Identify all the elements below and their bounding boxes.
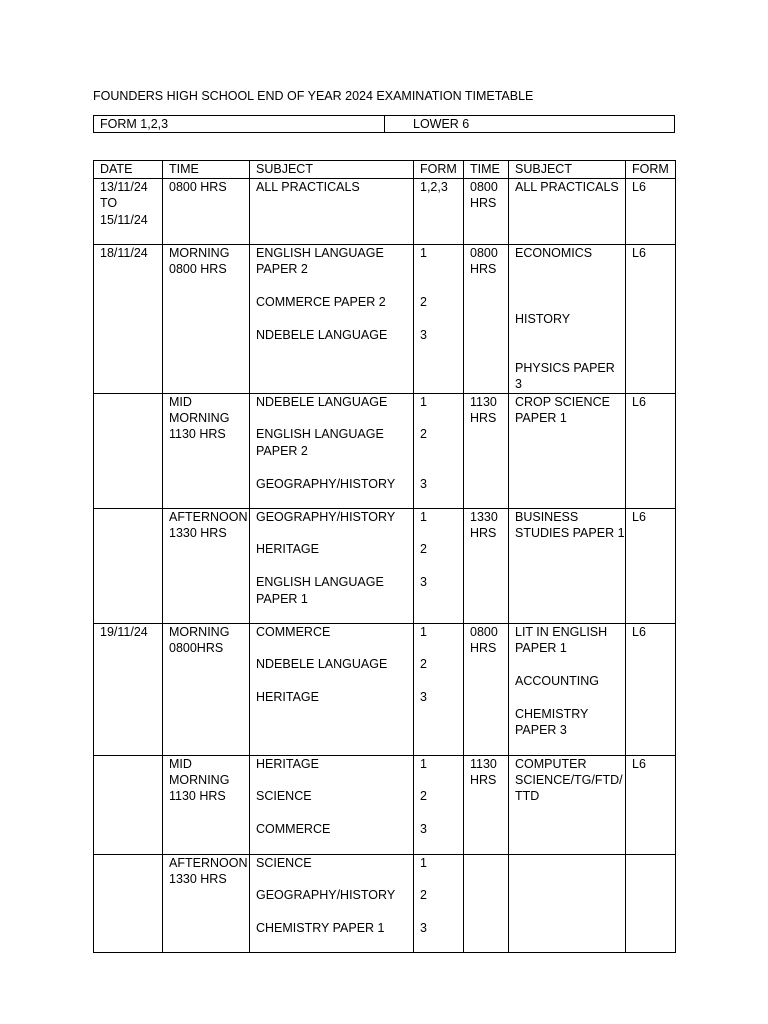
line-gap (256, 525, 413, 541)
form-value: 1 (420, 246, 427, 260)
subject-line: COMMERCE (256, 624, 331, 639)
l6-subject-cell (509, 623, 626, 755)
subject-line: PAPER 1 (256, 591, 308, 606)
cell-line: MID (169, 756, 192, 771)
date-cell (94, 179, 163, 245)
subject-line: BUSINESS (515, 509, 579, 524)
subject-cell (250, 854, 414, 952)
form-cell (414, 179, 464, 245)
form-value: 1 (420, 756, 427, 771)
l6-subject-cell (509, 179, 626, 245)
cell-line: 1130 (470, 394, 497, 409)
form-value: 1 (420, 624, 427, 639)
line-gap (420, 673, 463, 689)
subject-line: PAPER 1 (515, 410, 567, 425)
line-gap (420, 805, 463, 821)
l6-time-cell (464, 179, 509, 245)
form-value: 2 (420, 657, 427, 672)
l6-form-cell: L6 (626, 623, 676, 755)
header-date: DATE (94, 161, 163, 179)
form-cell (414, 755, 464, 854)
line-gap (515, 278, 625, 294)
subject-cell (250, 623, 414, 755)
subject-cell (250, 755, 414, 854)
date-cell (94, 508, 163, 623)
cell-line: 1130 HRS (169, 427, 226, 442)
form-value: 2 (420, 888, 427, 903)
cell-line: AFTERNOON (169, 509, 248, 524)
date-cell (94, 393, 163, 508)
subject-line: PAPER 2 (256, 443, 308, 458)
form-value: 2 (420, 427, 427, 442)
header-l6-time: TIME (464, 161, 509, 179)
line-gap (515, 656, 625, 672)
form-value: 3 (420, 575, 427, 590)
subject-line: HISTORY (515, 311, 571, 326)
header-time: TIME (163, 161, 250, 179)
l6-subject-cell (509, 755, 626, 854)
l6-time-cell (464, 623, 509, 755)
header-form: FORM (414, 161, 464, 179)
subject-line: CROP SCIENCE (515, 394, 610, 409)
lower-six-label: LOWER 6 (413, 117, 470, 131)
cell-line: MORNING (169, 246, 230, 260)
form-cell (414, 854, 464, 952)
line-gap (420, 904, 463, 920)
form-value: 1,2,3 (420, 180, 448, 194)
cell-line: TO (100, 196, 118, 211)
cell-line: HRS (470, 640, 497, 655)
cell-line: 0800 (470, 180, 498, 194)
subject-cell (250, 393, 414, 508)
line-gap (420, 443, 463, 459)
subject-line: PAPER 2 (256, 262, 308, 277)
cell-line: HRS (470, 196, 497, 211)
subject-line: NDEBELE LANGUAGE (256, 657, 388, 672)
l6-time-cell (464, 854, 509, 952)
cell-line: MORNING (169, 410, 230, 425)
cell-line: 1130 HRS (169, 789, 226, 804)
l6-subject-cell (509, 854, 626, 952)
form-value: 1 (420, 509, 427, 524)
l6-time-cell (464, 245, 509, 394)
subject-line: GEOGRAPHY/HISTORY (256, 476, 396, 491)
form-value: 2 (420, 789, 427, 804)
line-gap (515, 327, 625, 343)
timetable (93, 160, 676, 953)
subject-line: PHYSICS PAPER 3 (515, 360, 615, 392)
subject-cell (250, 179, 414, 245)
cell-line: MID (169, 394, 192, 409)
cell-line: 1330 (470, 509, 498, 524)
line-gap (420, 261, 463, 277)
page-title: FOUNDERS HIGH SCHOOL END OF YEAR 2024 EXAMINATION TIMETABLE (93, 89, 534, 103)
header-subject: SUBJECT (250, 161, 414, 179)
subject-cell (250, 508, 414, 623)
cell-line: 1330 HRS (169, 871, 227, 886)
date-cell (94, 755, 163, 854)
line-gap (515, 689, 625, 705)
l6-form-cell: L6 (626, 393, 676, 508)
subject-line: PAPER 3 (515, 722, 567, 737)
form-value: 3 (420, 822, 427, 837)
subject-line: COMMERCE (256, 822, 331, 837)
cell-line: 1330 HRS (169, 525, 227, 540)
subject-line: ENGLISH LANGUAGE (256, 575, 384, 590)
line-gap (515, 294, 625, 310)
l6-form-cell: L6 (626, 508, 676, 623)
form-value: 3 (420, 327, 427, 342)
l6-form-cell: L6 (626, 245, 676, 394)
line-gap (256, 640, 413, 656)
line-gap (256, 772, 413, 788)
subject-line: CHEMISTRY (515, 706, 589, 721)
line-gap (256, 871, 413, 887)
cell-line: MORNING (169, 624, 230, 639)
subject-line: NDEBELE LANGUAGE (256, 328, 388, 342)
subject-line: LIT IN ENGLISH (515, 624, 608, 639)
line-gap (515, 343, 625, 359)
subject-line: TTD (515, 789, 540, 804)
form-value: 3 (420, 690, 427, 705)
forms-bar-divider (384, 116, 385, 132)
subject-line: GEOGRAPHY/HISTORY (256, 509, 396, 524)
timetable-body (94, 179, 676, 953)
date-cell (94, 854, 163, 952)
time-cell (163, 393, 250, 508)
line-gap (420, 525, 463, 541)
forms-header-bar (93, 115, 675, 133)
cell-line: AFTERNOON (169, 855, 248, 870)
table-row (94, 179, 676, 245)
date-cell (94, 245, 163, 394)
subject-line: ENGLISH LANGUAGE (256, 246, 384, 260)
line-gap (420, 278, 463, 294)
l6-subject-cell (509, 393, 626, 508)
line-gap (420, 558, 463, 574)
line-gap (420, 410, 463, 426)
cell-line: HRS (470, 410, 497, 425)
cell-line: 18/11/24 (100, 246, 148, 260)
line-gap (420, 459, 463, 475)
cell-line: 1130 (470, 756, 497, 771)
form-value: 2 (420, 542, 427, 557)
line-gap (256, 805, 413, 821)
subject-line: ECONOMICS (515, 246, 593, 260)
time-cell (163, 755, 250, 854)
table-row (94, 623, 676, 755)
cell-line: 0800 HRS (169, 262, 227, 277)
line-gap (420, 871, 463, 887)
subject-line: HERITAGE (256, 756, 319, 771)
table-row (94, 245, 676, 394)
subject-line: SCIENCE/TG/FTD/ (515, 772, 623, 787)
form-value: 3 (420, 921, 427, 936)
header-l6-form: FORM (626, 161, 676, 179)
cell-line: 15/11/24 (100, 212, 148, 227)
l6-subject-cell (509, 508, 626, 623)
header-l6-subject: SUBJECT (509, 161, 626, 179)
subject-line: ENGLISH LANGUAGE (256, 427, 384, 442)
header-row (94, 161, 676, 179)
cell-line: HRS (470, 262, 497, 277)
subject-line: HERITAGE (256, 690, 319, 705)
subject-line: STUDIES PAPER 1 (515, 525, 625, 540)
table-row (94, 854, 676, 952)
subject-cell (250, 245, 414, 394)
time-cell (163, 854, 250, 952)
line-gap (256, 311, 413, 327)
l6-time-cell (464, 508, 509, 623)
cell-line: MORNING (169, 772, 230, 787)
subject-line: HERITAGE (256, 542, 319, 557)
form-value: 1 (420, 394, 427, 409)
line-gap (256, 278, 413, 294)
line-gap (256, 558, 413, 574)
l6-form-cell: L6 (626, 755, 676, 854)
table-row (94, 755, 676, 854)
form-cell (414, 393, 464, 508)
date-cell (94, 623, 163, 755)
time-cell (163, 508, 250, 623)
cell-line: 0800 (470, 624, 498, 639)
time-cell (163, 623, 250, 755)
form-value: 3 (420, 476, 427, 491)
subject-line: NDEBELE LANGUAGE (256, 394, 388, 409)
l6-form-cell: L6 (626, 179, 676, 245)
cell-line: HRS (470, 525, 497, 540)
time-cell (163, 179, 250, 245)
line-gap (420, 640, 463, 656)
l6-subject-cell (509, 245, 626, 394)
line-gap (420, 311, 463, 327)
line-gap (420, 772, 463, 788)
table-row (94, 393, 676, 508)
form-value: 1 (420, 855, 427, 870)
form-value: 2 (420, 295, 427, 310)
subject-line: ACCOUNTING (515, 673, 600, 688)
subject-line: SCIENCE (256, 789, 312, 804)
subject-line: COMPUTER (515, 756, 587, 771)
table-row (94, 508, 676, 623)
line-gap (256, 410, 413, 426)
cell-line: 13/11/24 (100, 180, 148, 194)
line-gap (515, 261, 625, 277)
subject-line: CHEMISTRY PAPER 1 (256, 921, 385, 936)
cell-line: 0800 HRS (169, 180, 227, 194)
form-cell (414, 623, 464, 755)
l6-time-cell (464, 393, 509, 508)
form-cell (414, 245, 464, 394)
cell-line: 0800HRS (169, 640, 224, 655)
time-cell (163, 245, 250, 394)
line-gap (256, 673, 413, 689)
l6-form-cell (626, 854, 676, 952)
subject-line: SCIENCE (256, 855, 312, 870)
cell-line: HRS (470, 772, 497, 787)
line-gap (256, 459, 413, 475)
form-cell (414, 508, 464, 623)
forms-label: FORM 1,2,3 (100, 117, 169, 131)
subject-line: ALL PRACTICALS (256, 180, 360, 194)
subject-line: COMMERCE PAPER 2 (256, 295, 386, 310)
subject-line: PAPER 1 (515, 640, 567, 655)
cell-line: 0800 (470, 246, 498, 260)
l6-time-cell (464, 755, 509, 854)
line-gap (256, 904, 413, 920)
subject-line: GEOGRAPHY/HISTORY (256, 888, 396, 903)
cell-line: 19/11/24 (100, 624, 148, 639)
subject-line: ALL PRACTICALS (515, 180, 619, 194)
